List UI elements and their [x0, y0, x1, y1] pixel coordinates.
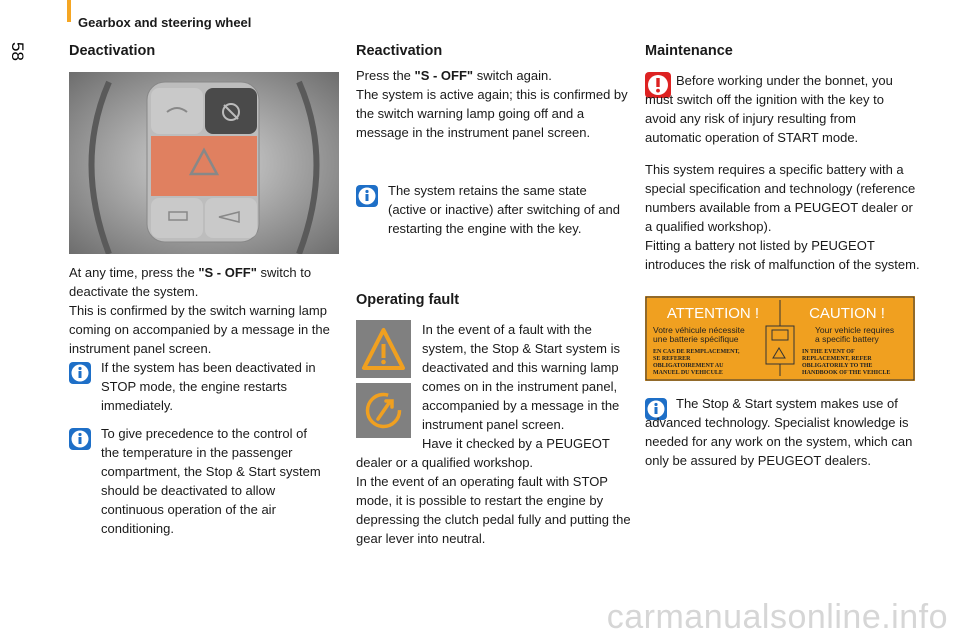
label-attention: ATTENTION ! [666, 305, 760, 322]
deact-p1-suffix: switch to deactivate the system. [69, 265, 312, 299]
section-header: Gearbox and steering wheel [78, 15, 252, 30]
deact-p2: This is confirmed by the switch warning lamp coming on accompanied by a message in the instrument panel screen. [69, 303, 330, 356]
deact-info-1: If the system has been deactivated in STOP mode, the engine restarts immediately. [101, 360, 316, 413]
label-left-small4: MANUEL DU VEHICULE [653, 370, 723, 376]
react-info: The system retains the same state (active or inactive) after switching of and restarting the engine with the key. [388, 183, 620, 236]
fault-p3: In the event of an operating fault with STOP mode, it is possible to restart the engine by depressing the clutch pedal fully and putting the gear lever into neutral. [356, 474, 631, 546]
watermark: carmanualsonline.info [606, 598, 948, 636]
info-icon [69, 362, 91, 389]
info-icon [69, 428, 91, 455]
label-right-sub2: a specific battery [815, 334, 879, 344]
maintenance-text [645, 160, 920, 274]
maintenance-info: The Stop & Start system makes use of advanced technology. Specialist knowledge is needed for any work on the system, which can only be assured by PEUGEOT dealers. [645, 396, 913, 468]
warning-lamp-icon [356, 320, 411, 378]
label-left-sub1: Votre véhicule nécessite [653, 325, 745, 335]
service-wrench-icon [356, 383, 411, 438]
maint-p2: Fitting a battery not listed by PEUGEOT introduces the risk of malfunction of the system. [645, 238, 920, 272]
battery-warning-label [645, 296, 915, 381]
maintenance-title: Maintenance [645, 43, 733, 59]
operating-fault-title: Operating fault [356, 292, 460, 308]
page-number: 58 [8, 42, 27, 61]
label-left-small1: EN CAS DE REMPLACEMENT, [653, 349, 740, 355]
label-left-small2: SE REFERER [653, 356, 691, 362]
reactivation-title: Reactivation [356, 43, 443, 59]
maint-p1: This system requires a specific battery with a special specification and technology (reference numbers available from a PEUGEOT dealer or a qualified workshop). [645, 162, 916, 234]
fault-text-1: In the event of a fault with the system, the Stop & Start system is deactivated and this warning lamp comes on in the instrument panel, accompanied by a message in the instrument panel screen. [422, 322, 620, 432]
label-right-sub1: Your vehicle requires [815, 325, 895, 335]
deact-p1-prefix: At any time, press the [69, 265, 199, 280]
deactivation-title: Deactivation [69, 43, 156, 59]
label-left-small3: OBLIGATOIREMENT AU [653, 363, 724, 369]
label-right-small4: HANDBOOK OF THE VEHICLE [802, 370, 891, 376]
deact-info-2: To give precedence to the control of the temperature in the passenger compartment, the Stop & Start system should be deactivated to allow continuous operation of the air conditioning. [101, 426, 321, 536]
deactivation-text [69, 263, 344, 358]
label-right-small3: OBLIGATORILY TO THE [802, 363, 873, 369]
react-p1-suffix: switch again. [473, 68, 552, 83]
react-p2: The system is active again; this is confirmed by the switch warning lamp going off and a message in the instrument panel screen. [356, 87, 628, 140]
fault-p2: Have it checked by a PEUGEOT dealer or a qualified workshop. [356, 436, 610, 470]
react-p1-prefix: Press the [356, 68, 415, 83]
label-caution: CAUTION ! [809, 305, 885, 322]
reactivation-text [356, 66, 631, 142]
react-switch-name: "S - OFF" [414, 68, 474, 83]
info-icon [356, 185, 378, 212]
label-right-small2: REPLACEMENT, REFER [802, 356, 872, 362]
label-left-sub2: une batterie spécifique [653, 334, 739, 344]
deact-switch-name: "S - OFF" [198, 265, 257, 280]
switch-panel-photo [69, 72, 339, 254]
maintenance-warning: Before working under the bonnet, you must switch off the ignition with the key to avoid any risk of injury resulting from automatic operation of START mode. [645, 73, 893, 145]
fault-text-2 [356, 434, 631, 548]
header-accent-bar [67, 0, 71, 22]
label-right-small1: IN THE EVENT OF [802, 349, 855, 355]
